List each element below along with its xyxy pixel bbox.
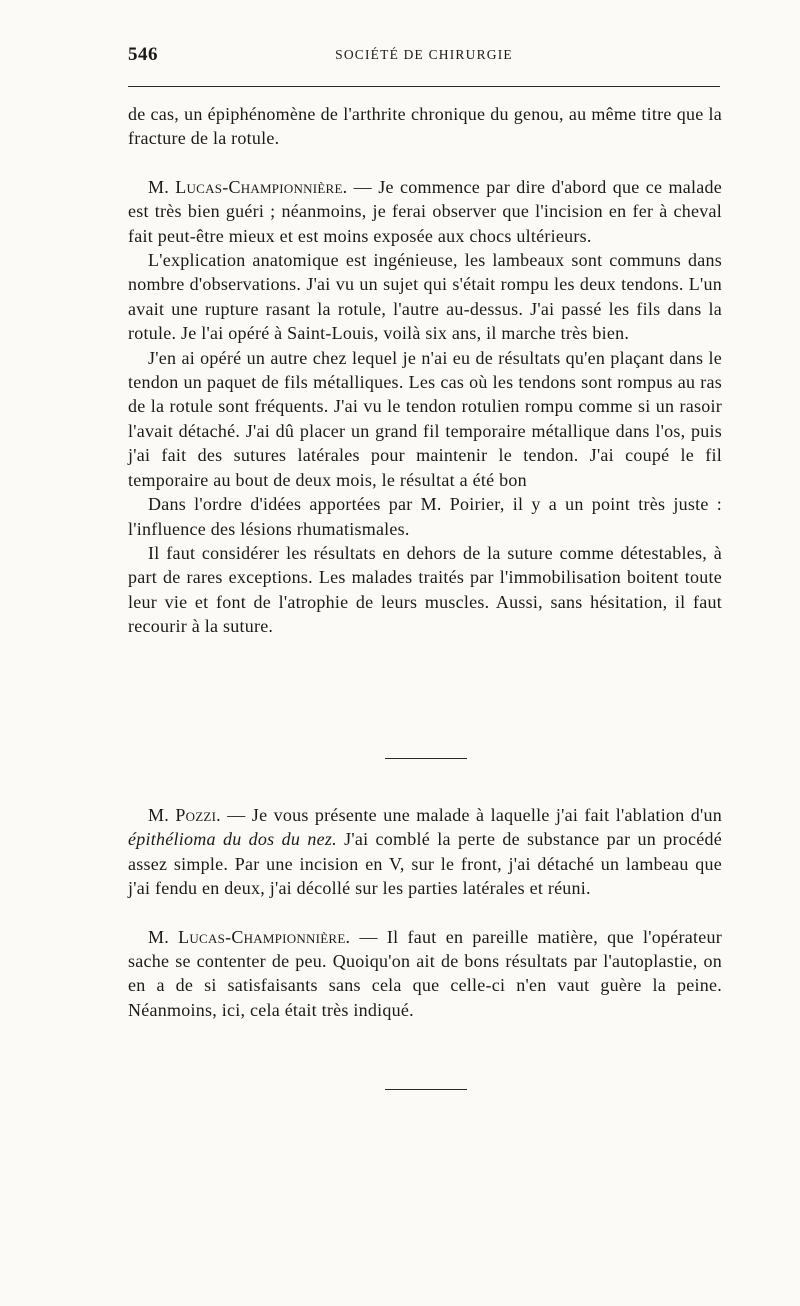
paragraph-continuation	[128, 102, 722, 151]
section-separator	[385, 758, 467, 759]
paragraph-text: J'en ai opéré un autre chez lequel je n'ai eu de résultats qu'en plaçant dans le tendon un paquet de fils métalliques. Les cas où les tendons sont rompus au ras de la rotule sont fréquents. J'ai vu le tendon rotulien rompu comme si un rasoir l'avait détaché. J'ai dû placer un grand fil temporaire métallique dans l'os, puis j'ai fait des sutures latérales pour maintenir le tendon. J'ai coupé le fil temporaire au bout de deux mois, le résultat a été bon	[128, 347, 722, 490]
speaker-name: M. Lucas-Championnière.	[148, 926, 351, 947]
speaker-name: M. Pozzi.	[148, 805, 221, 825]
paragraph-text: Il faut considérer les résultats en dehors de la suture comme détestables, à part de rares exceptions. Les malades traités par l'immobilisation boitent toute leur vie et font de l'atrophie de leurs muscles. Aussi, sans hésitation, il faut recourir à la suture.	[128, 542, 722, 637]
paragraph-text: — Je commence par dire d'abord que ce malade est très bien guéri ; néanmoins, je ferai observer que l'incision en fer à cheval fait peut-être mieux et est moins exposée aux chocs ultérieurs.	[128, 176, 722, 246]
paragraph-poirier	[128, 492, 722, 541]
paragraph-pozzi	[128, 803, 722, 901]
page-header	[128, 44, 720, 72]
speaker-name: M. Lucas-Championnière.	[148, 176, 348, 197]
paragraph-text: L'explication anatomique est ingénieuse, les lambeaux sont communs dans nombre d'observations. J'ai vu un sujet qui s'était rompu les deux tendons. L'un avait une rupture rasant la rotule, l'autre au-dessus. J'ai passé les fils dans la rotule. Je l'ai opéré à Saint-Louis, voilà six ans, il marche très bien.	[128, 250, 722, 344]
second-section	[128, 803, 722, 1022]
paragraph-text: — Je vous présente une malade à laquelle j'ai fait l'ablation d'un	[220, 805, 722, 825]
section-separator	[385, 1089, 467, 1090]
paragraph-explanation	[128, 248, 722, 346]
italic-term: épithélioma du dos du nez.	[128, 829, 337, 850]
page-number: 546	[128, 44, 158, 65]
paragraph-conclusion	[128, 541, 722, 639]
paragraph-text: Dans l'ordre d'idées apportées par M. Poirier, il y a un point très juste : l'influence des lésions rhumatismales.	[128, 494, 722, 539]
paragraph-second-case	[128, 346, 722, 492]
paragraph-text: de cas, un épiphénomène de l'arthrite chronique du genou, au même titre que la fracture de la rotule.	[128, 104, 722, 149]
header-rule	[128, 86, 720, 87]
main-text	[128, 102, 722, 639]
paragraph-text: — Il faut en pareille matière, que l'opérateur sache se contenter de peu. Quoiqu'on ait de bons résultats par l'autoplastie, on en a de si satisfaisants sans cela que celle-ci n'en vaut guère la peine. Néanmoins, ici, cela était très indiqué.	[128, 926, 722, 1020]
running-title: SOCIÉTÉ DE CHIRURGIE	[335, 47, 513, 62]
paragraph-lucas-championniere-reply	[128, 925, 722, 1023]
paragraph-lucas-championniere	[128, 175, 722, 248]
paragraph-text: J'ai comblé la perte de substance par un procédé assez simple. Par une incision en V, sur le front, j'ai détaché un lambeau que j'ai fendu en deux, j'ai décollé sur les parties latérales et réuni.	[128, 829, 722, 899]
